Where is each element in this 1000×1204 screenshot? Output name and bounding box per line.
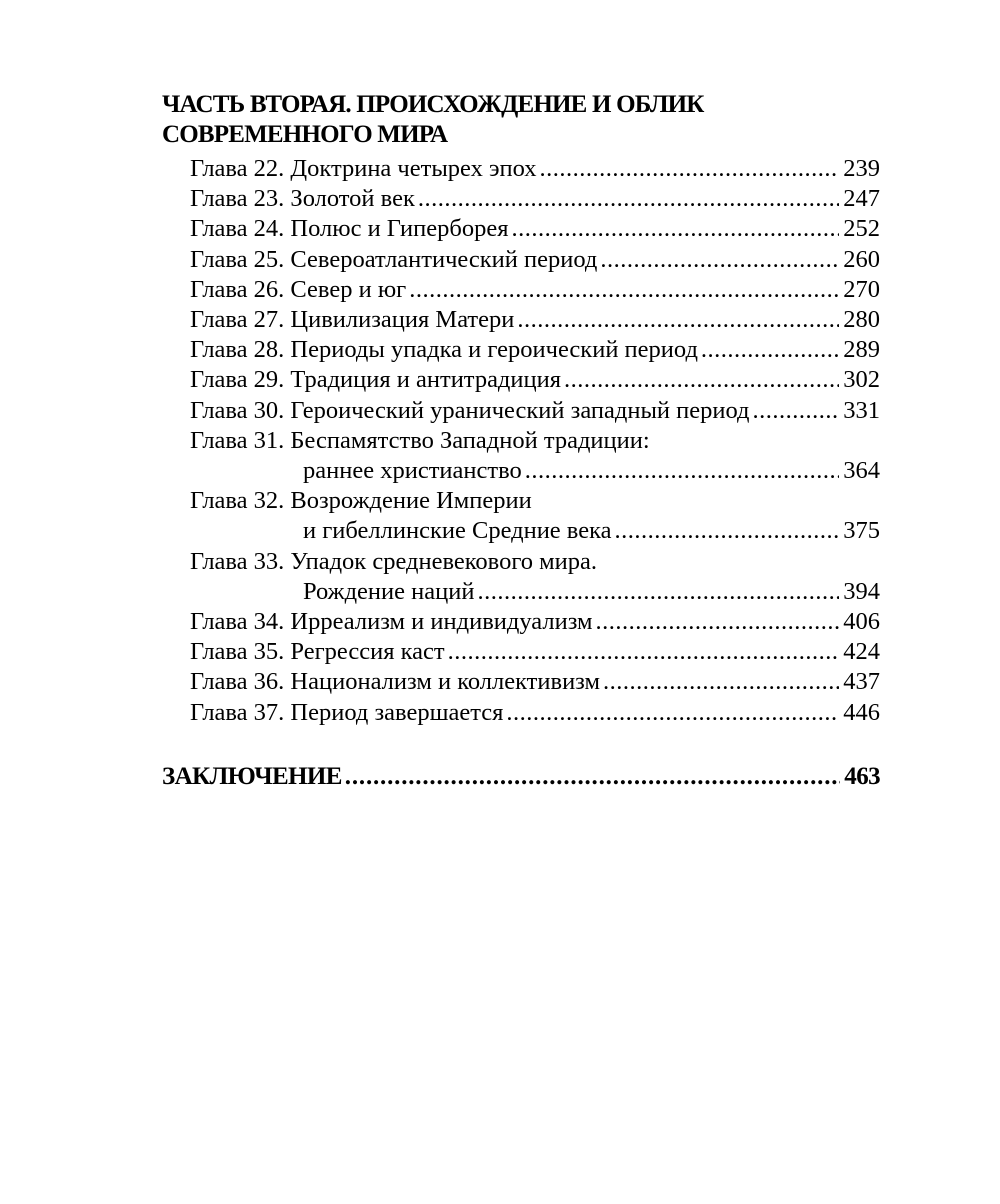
toc-entry [190, 335, 880, 365]
page-number: 302 [843, 366, 880, 394]
part-heading-line-1: ЧАСТЬ ВТОРАЯ. ПРОИСХОЖДЕНИЕ И ОБЛИК [162, 91, 704, 118]
page-number: 270 [843, 275, 880, 303]
conclusion-entry [162, 762, 880, 792]
leader-dots [409, 275, 839, 305]
part-heading [162, 90, 880, 150]
chapter-title: Глава 27. Цивилизация Матери [190, 306, 515, 334]
toc-entry [190, 637, 880, 667]
toc-entry [190, 305, 880, 335]
toc-entry [190, 547, 880, 607]
chapter-title: Глава 29. Традиция и антитрадиция [190, 366, 562, 394]
chapter-title: Глава 35. Регрессия каст [190, 638, 445, 666]
toc-entry [190, 607, 880, 637]
toc-entry [190, 245, 880, 275]
page-number: 406 [843, 608, 880, 636]
leader-dots [512, 214, 840, 244]
part-heading-line-2: СОВРЕМЕННОГО МИРА [162, 121, 448, 148]
page-number: 446 [843, 698, 880, 726]
page-number: 437 [843, 668, 880, 696]
chapter-title: Глава 28. Периоды упадка и героический период [190, 336, 698, 364]
chapter-title-continuation: раннее христианство [303, 457, 522, 485]
toc-entry [190, 365, 880, 395]
toc-entry [190, 698, 880, 728]
chapter-title: Глава 37. Период завершается [190, 698, 504, 726]
leader-dots [418, 184, 839, 214]
page-number: 331 [843, 396, 880, 424]
toc-entry [190, 214, 880, 244]
chapter-title: Глава 33. Упадок средневекового мира. [190, 547, 598, 575]
chapter-title: Глава 22. Доктрина четырех эпох [190, 155, 537, 182]
chapter-title-continuation: и гибеллинские Средние века [303, 517, 612, 545]
leader-dots [506, 698, 839, 728]
chapter-title: Глава 34. Ирреализм и индивидуализм [190, 608, 593, 636]
leader-dots [615, 516, 840, 546]
leader-dots [525, 456, 840, 486]
chapter-title: Глава 32. Возрождение Империи [190, 487, 532, 515]
chapter-title: Глава 26. Север и юг [190, 275, 407, 303]
chapter-list [190, 154, 880, 728]
leader-dots [600, 245, 839, 275]
page-number: 375 [843, 517, 880, 545]
toc-entry [190, 486, 880, 546]
leader-dots [564, 365, 839, 395]
page-number: 252 [843, 215, 880, 243]
page-number: 247 [843, 185, 880, 213]
chapter-title: Глава 24. Полюс и Гиперборея [190, 215, 509, 243]
page-number: 364 [843, 457, 880, 485]
page-number: 239 [843, 155, 880, 182]
chapter-title: Глава 25. Североатлантический период [190, 245, 598, 273]
leader-dots [477, 577, 839, 607]
page-number: 260 [843, 245, 880, 273]
chapter-title-continuation: Рождение наций [303, 577, 475, 605]
toc-entry [190, 667, 880, 697]
toc-entry [190, 184, 880, 214]
chapter-title: Глава 36. Национализм и коллективизм [190, 668, 601, 696]
leader-dots [345, 762, 841, 792]
leader-dots [603, 667, 839, 697]
leader-dots [753, 396, 840, 426]
page-number: 289 [843, 336, 880, 364]
chapter-title: Глава 23. Золотой век [190, 185, 415, 213]
chapter-title: Глава 30. Героический уранический западный период [190, 396, 750, 424]
conclusion-title: ЗАКЛЮЧЕНИЕ [162, 762, 342, 790]
toc-entry [190, 426, 880, 486]
leader-dots [448, 637, 840, 667]
table-of-contents [162, 90, 880, 792]
leader-dots [517, 305, 839, 335]
chapter-title: Глава 31. Беспамятство Западной традиции: [190, 426, 650, 454]
leader-dots [596, 607, 840, 637]
toc-entry [190, 396, 880, 426]
toc-entry [190, 154, 880, 184]
page-number: 424 [843, 638, 880, 666]
page-number: 280 [843, 306, 880, 334]
leader-dots [701, 335, 839, 365]
page-number: 394 [843, 577, 880, 605]
leader-dots [540, 154, 840, 184]
toc-entry [190, 275, 880, 305]
conclusion-page-number: 463 [844, 762, 880, 790]
